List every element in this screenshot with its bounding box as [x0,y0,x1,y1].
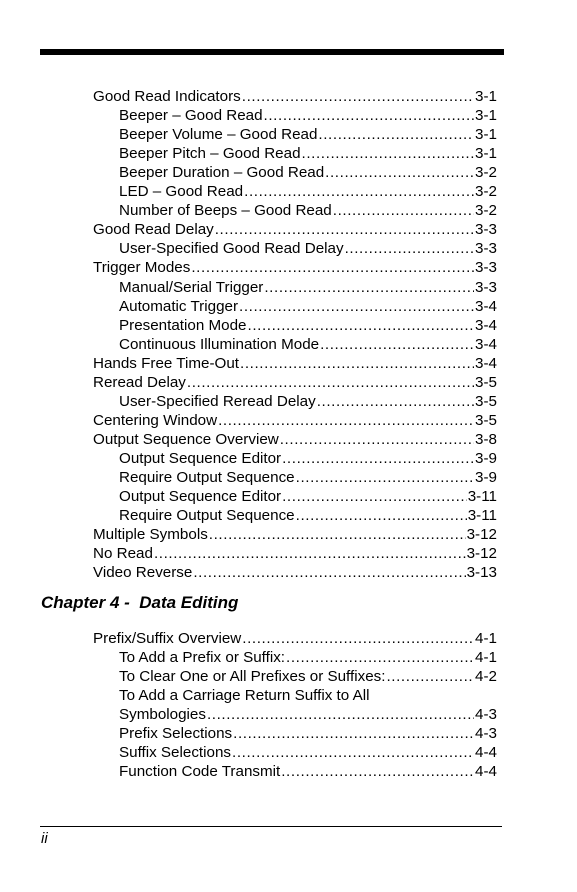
toc-entry-title: Manual/Serial Trigger [119,278,264,296]
toc-entry-title: Beeper Duration – Good Read [119,164,325,182]
toc-entry-title: To Add a Prefix or Suffix: [119,649,286,667]
toc-entry[interactable] [93,544,497,563]
toc-entry[interactable] [119,297,497,316]
toc-entry[interactable] [119,762,497,781]
toc-entry-title: Number of Beeps – Good Read [119,202,332,220]
toc-entry-title: Beeper Volume – Good Read [119,126,318,144]
dot-leader [386,667,474,686]
dot-leader [325,163,474,182]
toc-entry[interactable] [119,316,497,335]
toc-entry-page: 4-4 [475,763,497,781]
toc-entry[interactable] [119,278,497,297]
dot-leader [242,629,474,648]
toc-entry-title: Multiple Symbols [93,526,208,544]
toc-entry-title: Suffix Selections [119,744,232,762]
toc-entry[interactable] [93,87,497,106]
toc-entry[interactable] [93,373,497,392]
toc-entry-title: LED – Good Read [119,183,244,201]
toc-entry-title: To Add a Carriage Return Suffix to All [119,687,370,705]
toc-entry-title: Beeper – Good Read [119,107,263,125]
dot-leader [317,392,474,411]
dot-leader [286,648,474,667]
dot-leader [282,487,467,506]
toc-entry[interactable] [119,163,497,182]
toc-entry[interactable] [119,144,497,163]
toc-entry-title: Presentation Mode [119,316,247,334]
toc-entry-page: 3-11 [467,507,497,525]
toc-entry-title: Output Sequence Overview [93,430,279,448]
dot-leader [207,705,474,724]
toc-entry-title: User-Specified Reread Delay [119,392,316,410]
toc-entry-title: User-Specified Good Read Delay [119,240,344,258]
dot-leader [320,335,474,354]
toc-entry-title: Reread Delay [93,373,186,391]
toc-entry-title: Function Code Transmit [119,763,281,781]
toc-entry-page: 3-13 [466,564,497,582]
toc-entry[interactable] [93,220,497,239]
toc-entry-page: 4-1 [475,649,497,667]
dot-leader [240,354,474,373]
toc-entry[interactable] [119,182,497,201]
toc-entry-page: 3-12 [466,545,497,563]
toc-entry-page: 3-4 [475,316,497,334]
toc-entry[interactable] [93,411,497,430]
toc-entry-title: Symbologies [119,706,206,724]
toc-entry-page: 3-8 [475,430,497,448]
toc-entry-page: 3-11 [467,488,497,506]
dot-leader [296,506,467,525]
toc-entry[interactable] [119,468,497,487]
toc-entry-title: Require Output Sequence [119,507,295,525]
dot-leader [281,762,474,781]
toc-entry-title: Output Sequence Editor [119,488,282,506]
toc-entry-page: 4-3 [475,706,497,724]
toc-entry[interactable] [119,392,497,411]
toc-entry[interactable] [119,335,497,354]
toc-entry-title: Require Output Sequence [119,469,295,486]
toc-entry[interactable] [93,258,497,277]
header-rule [40,49,504,55]
toc-entry-page: 3-1 [475,126,497,144]
dot-leader [239,297,474,316]
toc-entry-title: Output Sequence Editor [119,449,282,467]
toc-entry-title: Beeper Pitch – Good Read [119,145,301,163]
toc-entry-page: 3-4 [475,354,497,372]
toc-entry-page: 3-1 [475,107,497,125]
toc-entry[interactable] [119,201,497,220]
dot-leader [193,563,465,582]
dot-leader [154,544,466,563]
toc-entry-page: 3-3 [475,278,497,296]
toc-entry[interactable] [93,354,497,373]
dot-leader [296,468,474,487]
toc-entry-page: 3-1 [475,88,497,105]
dot-leader [242,87,474,106]
toc-entry[interactable] [93,430,497,449]
toc-entry[interactable] [119,648,497,667]
dot-leader [244,182,474,201]
toc-entry[interactable] [93,563,497,582]
dot-leader [209,525,466,544]
toc-entry-page: 3-2 [475,183,497,201]
toc-entry[interactable] [119,686,369,705]
toc-entry-page: 3-5 [475,373,497,391]
toc-entry-page: 3-2 [475,202,497,220]
dot-leader [248,316,475,335]
chapter-heading: Chapter 4 - Data Editing [41,593,239,612]
toc-entry-title: Automatic Trigger [119,297,239,315]
toc-entry[interactable] [119,724,497,743]
toc-entry[interactable] [119,743,497,762]
toc-entry-page: 3-5 [475,392,497,410]
dot-leader [264,278,474,297]
dot-leader [218,411,474,430]
toc-entry[interactable] [119,506,497,525]
toc-entry-page: 3-3 [475,240,497,258]
toc-entry[interactable] [119,667,497,686]
dot-leader [345,239,474,258]
toc-entry-title: Prefix Selections [119,725,233,743]
toc-entry-title: Good Read Indicators [93,88,241,105]
toc-entry[interactable] [119,487,497,506]
dot-leader [215,220,474,239]
toc-entry-title: Video Reverse [93,564,193,582]
toc-entry-page: 3-12 [466,526,497,544]
toc-entry-page: 3-3 [475,221,497,239]
toc-entry-page: 3-4 [475,335,497,353]
page-number: ii [41,830,48,847]
toc-entry[interactable] [93,525,497,544]
toc-entry-title: Hands Free Time-Out [93,354,240,372]
toc-entry-title: Trigger Modes [93,259,191,277]
toc-entry-title: Continuous Illumination Mode [119,335,320,353]
dot-leader [233,724,474,743]
toc-entry-page: 3-5 [475,411,497,429]
toc-entry-page: 3-1 [475,145,497,163]
toc-entry-page: 3-4 [475,297,497,315]
dot-leader [232,743,474,762]
toc-entry-page: 4-3 [475,725,497,743]
toc-entry-page: 3-9 [475,449,497,467]
toc-entry[interactable] [119,705,497,724]
dot-leader [280,430,474,449]
toc-entry-title: No Read [93,545,153,563]
toc-entry-title: Centering Window [93,411,218,429]
toc-entry[interactable] [119,106,497,125]
dot-leader [318,125,474,144]
dot-leader [191,258,474,277]
dot-leader [302,144,475,163]
dot-leader [333,201,474,220]
toc-entry[interactable] [119,449,497,468]
footer-rule [40,826,502,827]
toc-entry-page: 4-4 [475,744,497,762]
dot-leader [264,106,475,125]
toc-entry-title: To Clear One or All Prefixes or Suffixes: [119,668,386,686]
toc-entry-title: Good Read Delay [93,221,214,239]
toc-entry-page: 3-9 [475,469,497,486]
toc-entry[interactable] [119,239,497,258]
dot-leader [282,449,474,468]
toc-entry-page: 3-2 [475,164,497,182]
toc-entry-page: 3-3 [475,259,497,277]
toc-entry-title: Prefix/Suffix Overview [93,630,242,647]
toc-entry[interactable] [93,629,497,648]
toc-entry[interactable] [119,125,497,144]
toc-entry-page: 4-2 [475,668,497,686]
toc-entry-page: 4-1 [475,630,497,647]
dot-leader [187,373,474,392]
